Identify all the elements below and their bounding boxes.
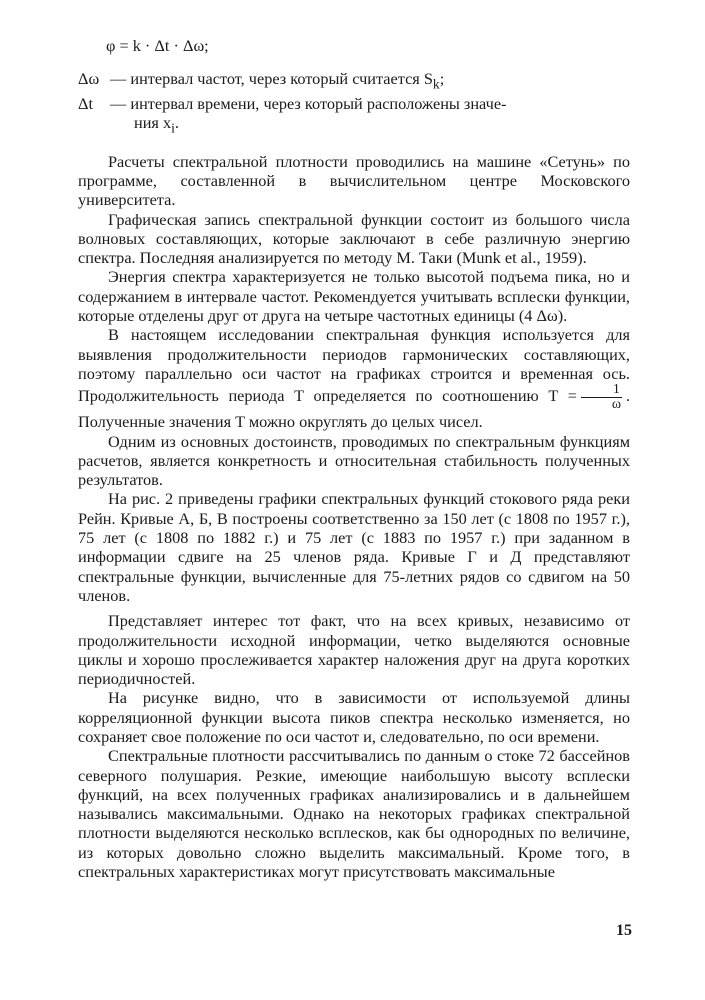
definition-symbol: Δt [78,93,93,113]
paragraph-3: Энергия спектра характеризуется не только высотой подъема пика, но и содержанием в интервале частот. Рекомендуется учитывать всплески функции, которые отделены друг от друга на четыре частотных единицы (4 Δω). [78,267,630,326]
period-fraction [581,383,622,412]
definition-cont-text: ния x [134,113,172,133]
definition-symbol: Δω [78,69,100,89]
page-number: 15 [616,922,632,939]
period-text-after: . Полученные значения T можно округлять до целых чисел. [78,386,630,432]
paragraph-6: На рис. 2 приведены графики спектральных функций стокового ряда реки Рейн. Кривые А, Б, В построены соответственно за 150 лет (с 1808 по 1957 г.), 75 лет (с 1808 по 1882 г.) и 75 лет (с 1883 по 1957 г.) при заданном в информации сдвиге на 25 членов ряда. Кривые Г и Д представляют спектральные функции, вычисленные для 75-летних рядов со сдвигом на 50 членов. [78,489,630,605]
definition-text: — интервал времени, через который расположены значе- [110,93,507,113]
definition-delta-t [78,94,630,113]
paragraph-7: Представляет интерес тот факт, что на всех кривых, независимо от продолжительности исходной информации, четко выделяются основные циклы и хорошо прослеживается характер наложения друг на друга коротких периодичностей. [78,611,630,689]
paragraph-1: Расчеты спектральной плотности проводились на машине «Сетунь» по программе, составленной в вычислительном центре Московского университета. [78,151,630,210]
definitions [78,69,630,137]
definition-end: . [174,113,179,133]
definition-subscript: k [432,76,440,92]
definition-subscript: i [171,120,175,136]
definition-continuation [78,113,630,138]
fraction-denominator: ω [611,397,622,413]
fraction-numerator: 1 [581,383,622,398]
paragraph-9: Спектральные плотности рассчитывались по данным о стоке 72 бассейнов северного полушария. Резкие, имеющие наибольшую высоту всплески функций, на всех полученных графиках анализировались и в дальнейшем назывались максимальными. Однако на некоторых графиках спектральной плотности выделяются несколько всплесков, как бы однородных по величине, из которых довольно сложно выделить максимальный. Кроме того, в спектральных характеристиках могут присутствовать максимальные [78,746,630,882]
paragraph-2: Графическая запись спектральной функции состоит из большого числа волновых составляющих, которые заключают в себе различную энергию спектра. Последняя анализируется по методу М. Таки (Munk et al., 1959). [78,209,630,268]
formula: φ = k · Δt · Δω; [106,36,209,55]
paragraph-8: На рисунке видно, что в зависимости от используемой длины корреляционной функции высота пиков спектра несколько изменяется, но сохраняет свое положение по оси частот и, следовательно, по оси времени. [78,688,630,746]
definition-delta-omega [78,69,630,94]
paragraph-5: Одним из основных достоинств, проводимых по спектральным функциям расчетов, является конкретность и относительная стабильность полученных результатов. [78,431,630,490]
definition-text: — интервал частот, через который считается S [110,69,433,89]
page-body [78,36,630,881]
paragraph-period [78,325,630,431]
definition-end: ; [439,69,445,89]
period-text-before: В настоящем исследовании спектральная функция используется для выявления продолжительности периодов гармонических составляющих, поэтому параллельно оси частот на графиках строится и временная ось. Продолжительность периода T определяется по соотношению T = [78,325,630,406]
